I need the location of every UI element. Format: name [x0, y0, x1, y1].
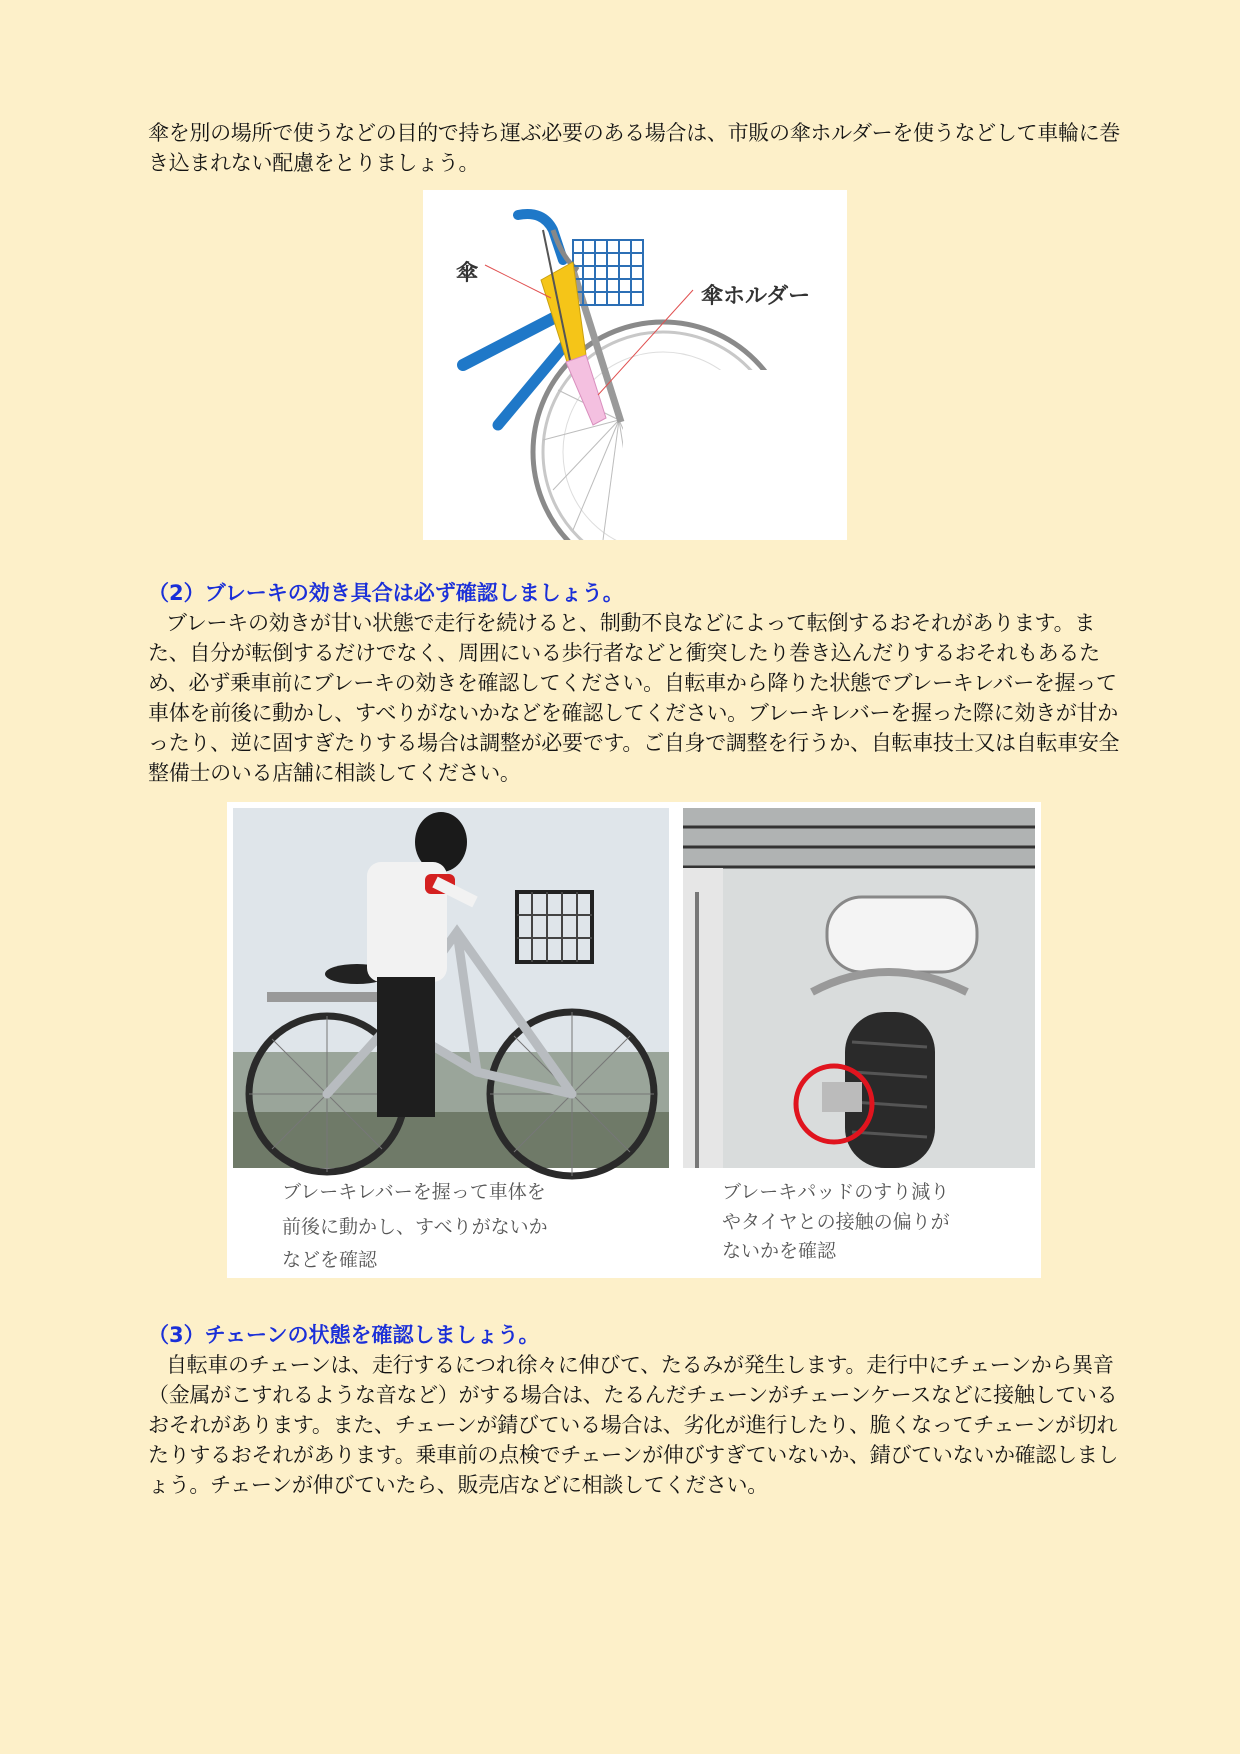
- caption-left-line-3: などを確認: [282, 1249, 378, 1271]
- section-2-heading: （2）ブレーキの効き具合は必ず確認しましょう。: [148, 581, 624, 605]
- umbrella-holder-illustration: [423, 190, 847, 540]
- caption-left-line-1: ブレーキレバーを握って車体を: [282, 1181, 546, 1203]
- intro-paragraph: 傘を別の場所で使うなどの目的で持ち運ぶ必要のある場合は、市販の傘ホルダーを使うなどして車輪に巻き込まれない配慮をとりましょう。: [148, 121, 1121, 175]
- brake-check-figure: [227, 802, 1041, 1278]
- brake-pad-photo: [683, 808, 1035, 1168]
- brake-lever-photo: [233, 808, 669, 1176]
- section-3-heading: （3）チェーンの状態を確認しましょう。: [148, 1323, 540, 1347]
- section-3-body: 自転車のチェーンは、走行するにつれ徐々に伸びて、たるみが発生します。走行中にチェーンから異音（金属がこすれるような音など）がする場合は、たるんだチェーンがチェーンケースなどに接触しているおそれがあります。また、チェーンが錆びている場合は、劣化が進行したり、脆くなってチェーンが切れたりするおそれがあります。乗車前の点検でチェーンが伸びすぎていないか、錆びていないか確認しましょう。チェーンが伸びていたら、販売店などに相談してください。: [148, 1353, 1119, 1497]
- umbrella-holder-label: 傘ホルダー: [701, 284, 811, 309]
- caption-left-line-2: 前後に動かし、すべりがないか: [282, 1216, 548, 1238]
- caption-right-line-1: ブレーキパッドのすり減り: [722, 1181, 950, 1203]
- umbrella-holder-figure: [423, 190, 847, 540]
- umbrella-label: 傘: [456, 261, 479, 286]
- caption-right-line-2: やタイヤとの接触の偏りが: [722, 1211, 950, 1233]
- caption-right-line-3: ないかを確認: [722, 1240, 837, 1262]
- section-2-body: ブレーキの効きが甘い状態で走行を続けると、制動不良などによって転倒するおそれがあります。また、自分が転倒するだけでなく、周囲にいる歩行者などと衝突したり巻き込んだりするおそれもあるため、必ず乗車前にブレーキの効きを確認してください。自転車から降りた状態でブレーキレバーを握って車体を前後に動かし、すべりがないかなどを確認してください。ブレーキレバーを握った際に効きが甘かったり、逆に固すぎたりする場合は調整が必要です。ご自身で調整を行うか、自転車技士又は自転車安全整備士のいる店舗に相談してください。: [148, 611, 1120, 785]
